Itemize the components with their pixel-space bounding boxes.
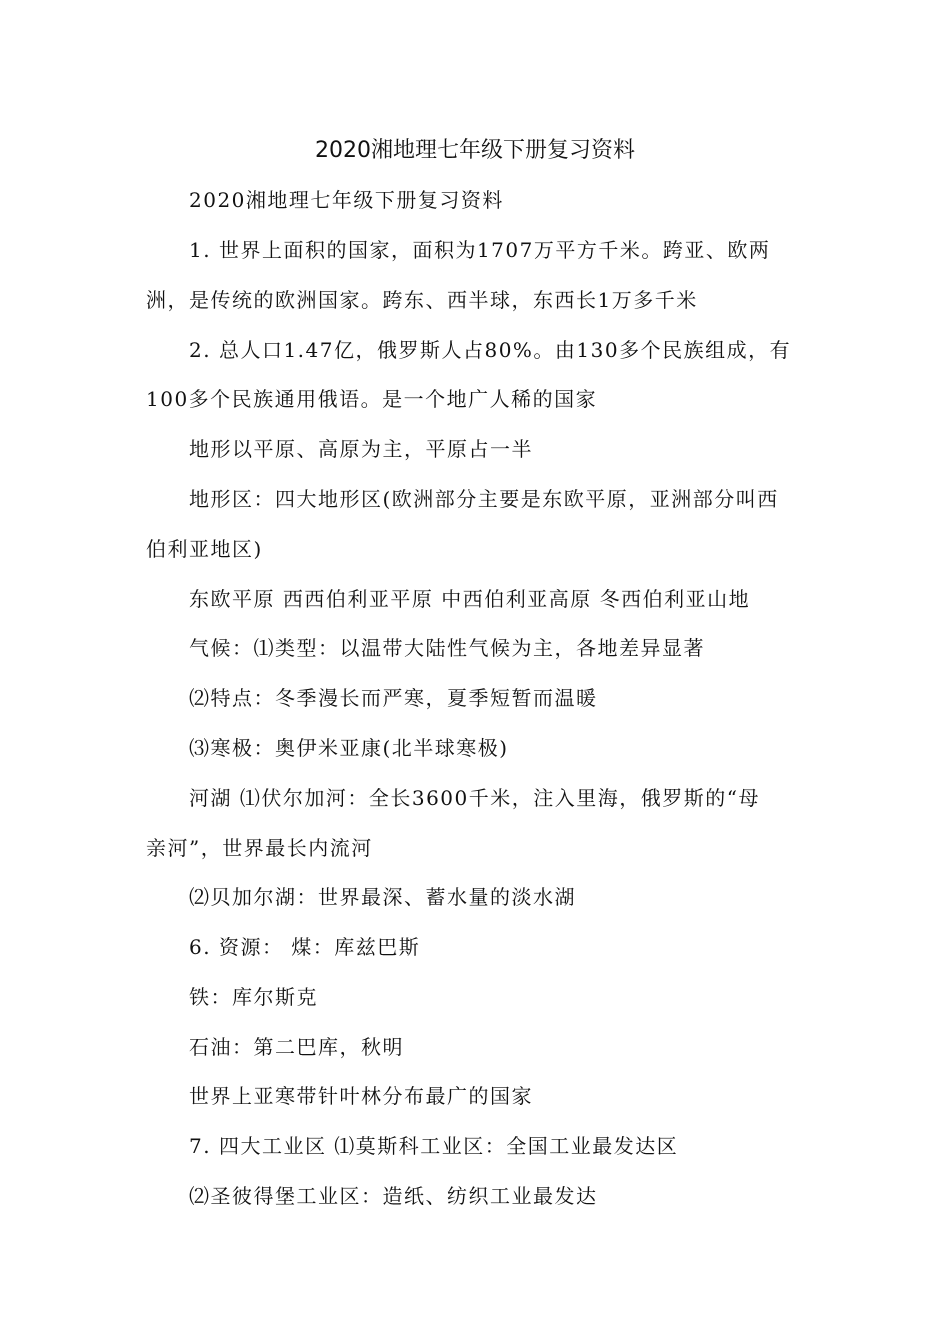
document-title: 2020湘地理七年级下册复习资料 <box>315 138 635 163</box>
paragraph-line: ⑵贝加尔湖：世界最深、蓄水量的淡水湖 <box>189 885 576 909</box>
paragraph-line: 洲，是传统的欧洲国家。跨东、西半球，东西长1万多千米 <box>146 288 698 312</box>
paragraph-line: 7. 四大工业区 ⑴莫斯科工业区：全国工业最发达区 <box>189 1134 679 1158</box>
paragraph-line: 石油：第二巴库，秋明 <box>189 1035 404 1059</box>
paragraph-line: 100多个民族通用俄语。是一个地广人稀的国家 <box>146 387 598 411</box>
paragraph-line: ⑶寒极：奥伊米亚康(北半球寒极) <box>189 736 509 760</box>
paragraph-line: 亲河”，世界最长内流河 <box>146 836 373 860</box>
paragraph-line: 伯利亚地区) <box>146 537 263 561</box>
paragraph-line: 气候：⑴类型：以温带大陆性气候为主，各地差异显著 <box>189 636 705 660</box>
paragraph-line: 1. 世界上面积的国家，面积为1707万平方千米。跨亚、欧两 <box>189 238 771 262</box>
paragraph-line: 东欧平原 西西伯利亚平原 中西伯利亚高原 冬西伯利亚山地 <box>189 587 751 611</box>
paragraph-line: 2. 总人口1.47亿，俄罗斯人占80%。由130多个民族组成，有 <box>189 338 792 362</box>
paragraph-line: 铁：库尔斯克 <box>189 985 318 1009</box>
paragraph-line: ⑵圣彼得堡工业区：造纸、纺织工业最发达 <box>189 1184 598 1208</box>
paragraph-line: 6. 资源： 煤：库兹巴斯 <box>189 935 421 959</box>
paragraph-line: 2020湘地理七年级下册复习资料 <box>189 188 504 212</box>
paragraph-line: 河湖 ⑴伏尔加河：全长3600千米，注入里海，俄罗斯的“母 <box>189 786 760 810</box>
paragraph-line: 世界上亚寒带针叶林分布最广的国家 <box>189 1084 533 1108</box>
paragraph-line: ⑵特点：冬季漫长而严寒，夏季短暂而温暖 <box>189 686 598 710</box>
paragraph-line: 地形以平原、高原为主，平原占一半 <box>189 437 533 461</box>
paragraph-line: 地形区：四大地形区(欧洲部分主要是东欧平原，亚洲部分叫西 <box>189 487 779 511</box>
